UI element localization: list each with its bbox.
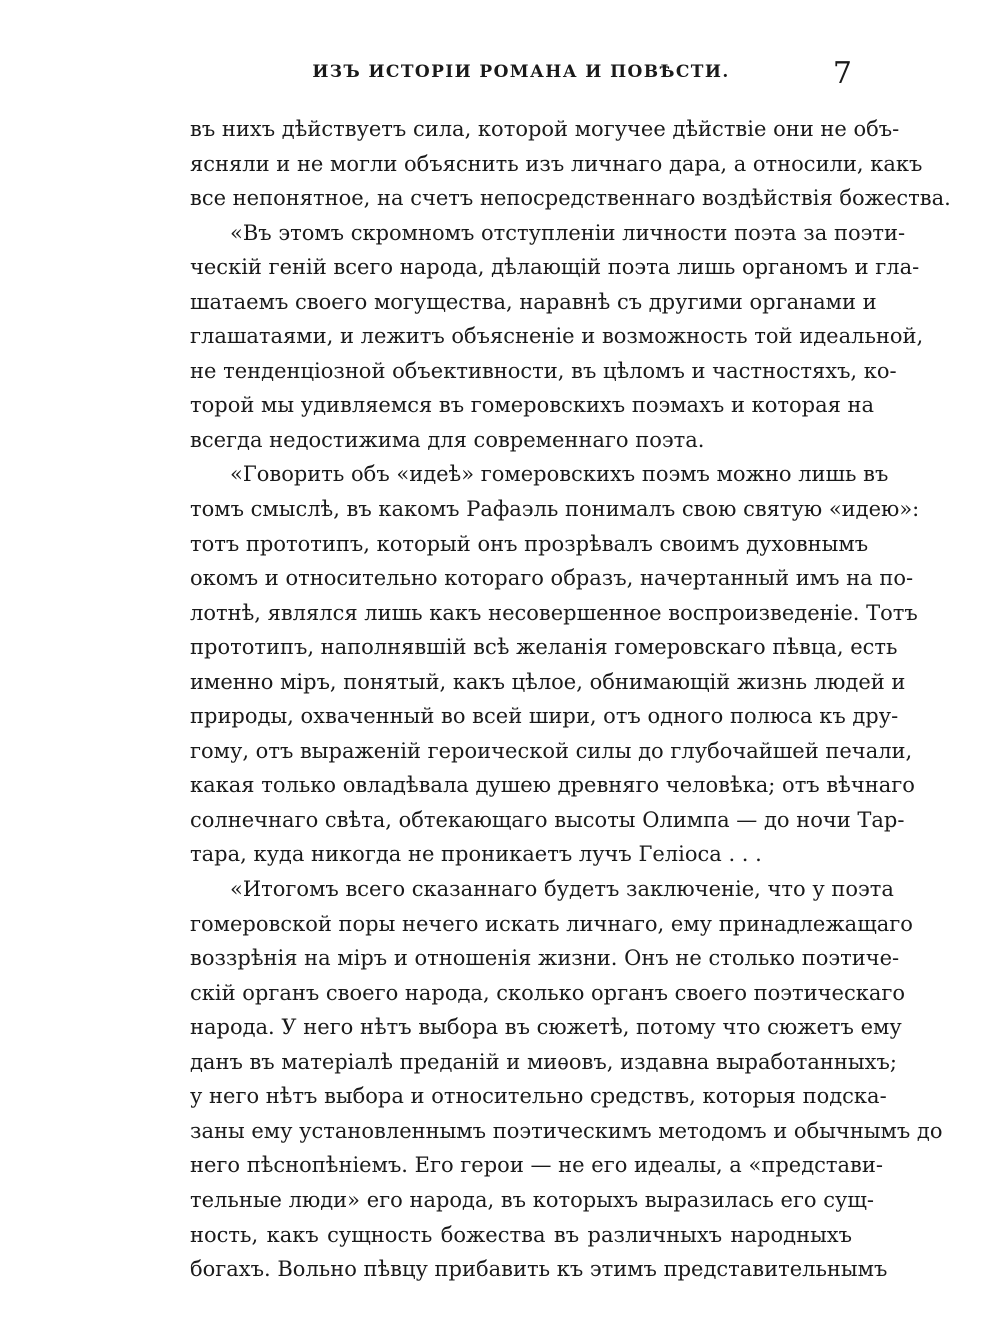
- paragraph: [190, 457, 920, 872]
- text-line: тара, куда никогда не проникаетъ лучъ Геліоса . . .: [190, 842, 762, 867]
- text-line: «Въ этомъ скромномъ отступленіи личности поэта за поэти-: [230, 220, 906, 245]
- paragraph: [190, 872, 943, 1287]
- text-line: шатаемъ своего могущества, наравнѣ съ другими органами и: [190, 289, 877, 314]
- text-line: природы, охваченный во всей шири, отъ одного полюса къ дру-: [190, 704, 899, 729]
- paragraph: [190, 112, 951, 216]
- text-line: прототипъ, наполнявшій всѣ желанія гомеровскаго пѣвца, есть: [190, 635, 898, 660]
- text-line: глашатаями, и лежитъ объясненіе и возможность той идеальной,: [190, 324, 924, 349]
- text-line: всегда недостижима для современнаго поэта.: [190, 427, 705, 452]
- running-head: [190, 58, 852, 90]
- text-line: ческій геній всего народа, дѣлающій поэта лишь органомъ и гла-: [190, 255, 920, 280]
- text-line: воззрѣнія на міръ и отношенія жизни. Онъ не столько поэтиче-: [190, 946, 900, 971]
- text-line: богахъ. Вольно пѣвцу прибавить къ этимъ представительнымъ: [190, 1257, 888, 1282]
- text-line: тельные люди» его народа, въ которыхъ выразилась его сущ-: [190, 1187, 874, 1212]
- text-line: именно міръ, понятый, какъ цѣлое, обнимающій жизнь людей и: [190, 669, 906, 694]
- text-line: все непонятное, на счетъ непосредственнаго воздѣйствія божества.: [190, 186, 951, 211]
- text-line: скій органъ своего народа, сколько органъ своего поэтическаго: [190, 980, 906, 1005]
- text-line: «Говорить объ «идеѣ» гомеровскихъ поэмъ можно лишь въ: [230, 462, 889, 487]
- body-text: [190, 112, 951, 1287]
- text-line: гомеровской поры нечего искать личнаго, ему принадлежащаго: [190, 911, 913, 936]
- text-line: ность, какъ сущность божества въ различныхъ народныхъ: [190, 1222, 852, 1247]
- page-number: 7: [832, 56, 852, 91]
- text-line: торой мы удивляемся въ гомеровскихъ поэмахъ и которая на: [190, 393, 875, 418]
- running-title: ИЗЪ ИСТОРІИ РОМАНА И ПОВѢСТИ.: [312, 62, 730, 82]
- text-line: солнечнаго свѣта, обтекающаго высоты Олимпа — до ночи Тар-: [190, 807, 905, 832]
- paragraph: [190, 216, 924, 458]
- text-line: «Итогомъ всего сказаннаго будетъ заключеніе, что у поэта: [230, 877, 894, 902]
- text-line: него пѣснопѣніемъ. Его герои — не его идеалы, а «представи-: [190, 1153, 883, 1178]
- text-line: ясняли и не могли объяснить изъ личнаго дара, а относили, какъ: [190, 151, 923, 176]
- text-line: томъ смыслѣ, въ какомъ Рафаэль понималъ свою святую «идею»:: [190, 497, 920, 522]
- text-line: какая только овладѣвала душею древняго человѣка; отъ вѣчнаго: [190, 773, 915, 798]
- text-line: у него нѣтъ выбора и относительно средствъ, которыя подска-: [190, 1084, 887, 1109]
- text-line: окомъ и относительно котораго образъ, начертанный имъ на по-: [190, 566, 914, 591]
- text-line: въ нихъ дѣйствуетъ сила, которой могучее дѣйствіе они не объ-: [190, 117, 900, 141]
- text-line: данъ въ матеріалѣ преданій и миѳовъ, издавна выработанныхъ;: [190, 1049, 897, 1074]
- text-line: народа. У него нѣтъ выбора въ сюжетѣ, потому что сюжетъ ему: [190, 1015, 902, 1040]
- text-line: тотъ прототипъ, который онъ прозрѣвалъ своимъ духовнымъ: [190, 531, 869, 556]
- text-line: лотнѣ, являлся лишь какъ несовершенное воспроизведеніе. Тотъ: [190, 600, 918, 625]
- text-line: заны ему установленнымъ поэтическимъ методомъ и обычнымъ до: [190, 1118, 943, 1143]
- text-line: гому, отъ выраженій героической силы до глубочайшей печали,: [190, 738, 913, 763]
- text-line: не тенденціозной объективности, въ цѣломъ и частностяхъ, ко-: [190, 358, 897, 383]
